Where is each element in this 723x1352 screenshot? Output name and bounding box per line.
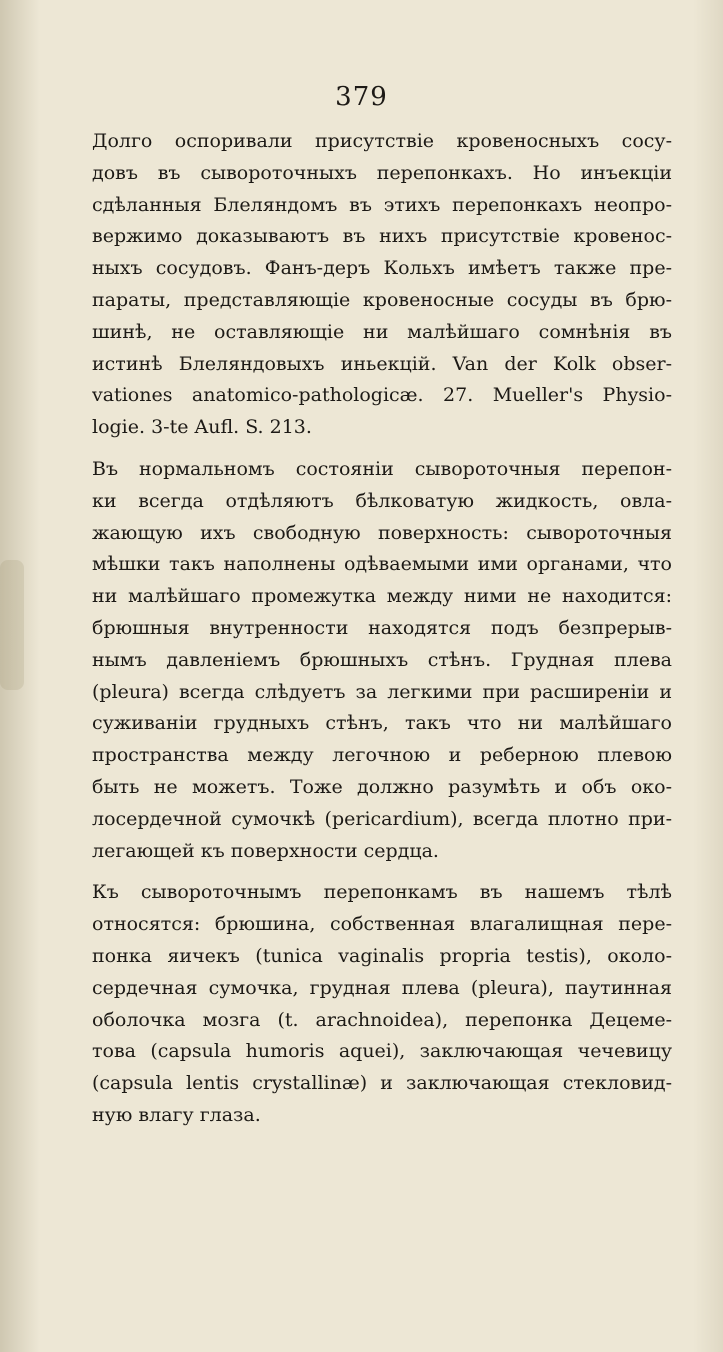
text-line: това (capsula humoris aquei), заключающая чечевицу [92, 1040, 672, 1063]
text-line: вержимо доказываютъ въ нихъ присутствіе кровенос- [92, 225, 672, 248]
text-line: оболочка мозга (t. arachnoidea), перепонка Децеме- [92, 1008, 672, 1031]
text-line: logie. 3-te Aufl. S. 213. [92, 416, 312, 439]
text-line: легающей къ поверхности сердца. [92, 839, 439, 862]
text-line: нымъ давленіемъ брюшныхъ стѣнъ. Грудная плева [92, 648, 672, 671]
text-line: параты, представляющіе кровеносные сосуды въ брю- [92, 288, 672, 311]
page-stain [0, 560, 24, 690]
text-line: ную влагу глаза. [92, 1103, 261, 1126]
text-line: (capsula lentis crystallinæ) и заключающая стекловид- [92, 1072, 672, 1095]
text-line: сердечная сумочка, грудная плева (pleura), паутинная [92, 976, 672, 999]
text-line: Къ сывороточнымъ перепонкамъ въ нашемъ тѣлѣ [92, 881, 672, 904]
text-line: (pleura) всегда слѣдуетъ за легкими при расширеніи и [92, 680, 672, 703]
text-line: vationes anatomico-pathologicæ. 27. Mueller's Physio- [92, 384, 672, 407]
text-line: Долго оспоривали присутствіе кровеносныхъ сосу- [92, 130, 672, 152]
text-line: суживаніи грудныхъ стѣнъ, такъ что ни малѣйшаго [92, 712, 672, 735]
text-line: пространства между легочною и реберною плевою [92, 744, 672, 767]
text-line: жающую ихъ свободную поверхность: сывороточныя [92, 521, 672, 544]
text-line: брюшныя внутренности находятся подъ безпрерыв- [92, 616, 672, 639]
paragraph-2 [92, 454, 672, 867]
text-line: Въ нормальномъ состояніи сывороточныя перепон- [92, 457, 672, 480]
page-number: 379 [335, 82, 388, 112]
text-line: быть не можетъ. Тоже должно разумѣть и объ око- [92, 775, 672, 798]
text-line: истинѣ Блеляндовыхъ иньекцій. Van der Kolk obser- [92, 352, 672, 375]
text-line: мѣшки такъ наполнены одѣваемыми ими органами, что [92, 553, 672, 576]
text-line: довъ въ сывороточныхъ перепонкахъ. Но инъекціи [92, 161, 672, 184]
text-line: ки всегда отдѣляютъ бѣлковатую жидкость, овла- [92, 489, 672, 512]
text-line: ни малѣйшаго промежутка между ними не находится: [92, 585, 672, 608]
text-line: сдѣланныя Блеляндомъ въ этихъ перепонкахъ неопро- [92, 193, 672, 216]
text-line: шинѣ, не оставляющіе ни малѣйшаго сомнѣнія въ [92, 320, 672, 343]
text-line: лосердечной сумочкѣ (pericardium), всегда плотно при- [92, 807, 672, 830]
text-line: относятся: брюшина, собственная влагалищная пере- [92, 913, 672, 936]
text-line: ныхъ сосудовъ. Фанъ-деръ Кольхъ имѣетъ также пре- [92, 257, 672, 280]
text-line: понка яичекъ (tunica vaginalis propria testis), около- [92, 944, 672, 967]
paragraph-1 [92, 126, 672, 444]
body-text [92, 126, 672, 1142]
paragraph-3 [92, 877, 672, 1131]
